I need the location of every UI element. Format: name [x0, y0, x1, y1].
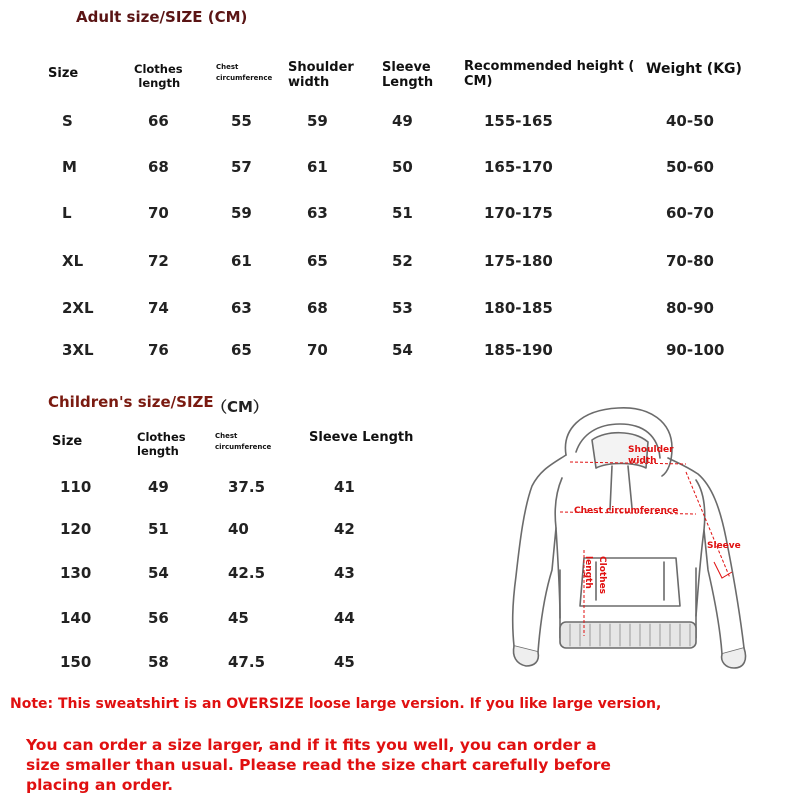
adult-cell: 68 [148, 158, 169, 176]
adult-header-size: Size [48, 66, 79, 81]
adult-cell: 63 [231, 299, 252, 317]
children-cell: 45 [334, 653, 355, 671]
adult-cell: 61 [307, 158, 328, 176]
adult-cell: 54 [392, 341, 413, 359]
adult-cell: 40-50 [666, 112, 714, 130]
adult-cell: 49 [392, 112, 413, 130]
adult-cell: S [62, 112, 73, 130]
adult-header-chest: Chest circumference [216, 63, 273, 82]
adult-header-sleeve: Sleeve Length [382, 60, 434, 90]
adult-cell: XL [62, 252, 84, 270]
adult-cell: 74 [148, 299, 169, 317]
adult-cell: 50 [392, 158, 413, 176]
children-table-unit: （CM） [212, 398, 268, 416]
adult-cell: 51 [392, 204, 413, 222]
note-line-1: Note: This sweatshirt is an OVERSIZE loose large version. If you like large version, [10, 696, 662, 712]
children-cell: 54 [148, 564, 169, 582]
adult-cell: 53 [392, 299, 413, 317]
children-table-title: Children's size/SIZE [48, 393, 214, 411]
adult-cell: 66 [148, 112, 169, 130]
adult-cell: 170-175 [484, 204, 553, 222]
label-chest-circumference: Chest circumference [574, 506, 679, 516]
adult-cell: 52 [392, 252, 413, 270]
adult-cell: 60-70 [666, 204, 714, 222]
adult-cell: 3XL [62, 341, 94, 359]
children-cell: 150 [60, 653, 92, 671]
children-header-sleeve: Sleeve Length [309, 430, 414, 445]
adult-cell: 90-100 [666, 341, 725, 359]
note-line-2: You can order a size larger, and if it fits you well, you can order a size smaller than usual. Please read the size chart carefully before placing an order. [26, 736, 611, 794]
adult-cell: 59 [307, 112, 328, 130]
children-cell: 49 [148, 478, 169, 496]
children-cell: 58 [148, 653, 169, 671]
children-cell: 43 [334, 564, 355, 582]
adult-cell: 155-165 [484, 112, 553, 130]
children-cell: 56 [148, 609, 169, 627]
label-shoulder-width: Shoulder width [628, 445, 674, 466]
adult-cell: 65 [231, 341, 252, 359]
adult-cell: 175-180 [484, 252, 553, 270]
adult-cell: 50-60 [666, 158, 714, 176]
children-header-clothes-length: Clothes length [137, 430, 186, 458]
adult-cell: 180-185 [484, 299, 553, 317]
children-cell: 37.5 [228, 478, 266, 496]
hoodie-illustration [500, 400, 750, 680]
adult-table-title: Adult size/SIZE (CM) [76, 8, 248, 26]
adult-header-height: Recommended height ( CM) [464, 59, 635, 89]
children-cell: 41 [334, 478, 355, 496]
adult-cell: 68 [307, 299, 328, 317]
children-header-size: Size [52, 434, 83, 449]
children-cell: 51 [148, 520, 169, 538]
children-cell: 47.5 [228, 653, 266, 671]
adult-cell: 76 [148, 341, 169, 359]
label-clothes-length-2: Clothes [597, 556, 607, 595]
children-cell: 42 [334, 520, 355, 538]
adult-cell: 70 [307, 341, 328, 359]
adult-cell: 72 [148, 252, 169, 270]
adult-cell: 55 [231, 112, 252, 130]
hoodie-diagram [500, 400, 750, 680]
adult-cell: 80-90 [666, 299, 714, 317]
adult-cell: 165-170 [484, 158, 553, 176]
children-cell: 45 [228, 609, 249, 627]
adult-cell: M [62, 158, 77, 176]
adult-header-clothes-length: Clothes length [134, 62, 183, 90]
adult-cell: 2XL [62, 299, 94, 317]
adult-cell: 59 [231, 204, 252, 222]
adult-cell: 70 [148, 204, 169, 222]
children-cell: 42.5 [228, 564, 266, 582]
label-sleeve: Sleeve [707, 541, 741, 551]
adult-cell: 57 [231, 158, 252, 176]
adult-header-shoulder: Shoulder width [288, 60, 354, 90]
label-clothes-length: length [583, 556, 593, 589]
adult-cell: 63 [307, 204, 328, 222]
adult-cell: 65 [307, 252, 328, 270]
pocket-outline [580, 558, 680, 606]
children-header-chest: Chest circumference [215, 432, 272, 451]
children-cell: 140 [60, 609, 92, 627]
adult-header-weight: Weight (KG) [646, 61, 742, 77]
children-cell: 40 [228, 520, 249, 538]
children-cell: 130 [60, 564, 92, 582]
adult-cell: 61 [231, 252, 252, 270]
children-cell: 110 [60, 478, 92, 496]
children-cell: 44 [334, 609, 355, 627]
adult-cell: L [62, 204, 72, 222]
adult-cell: 70-80 [666, 252, 714, 270]
children-cell: 120 [60, 520, 92, 538]
adult-cell: 185-190 [484, 341, 553, 359]
